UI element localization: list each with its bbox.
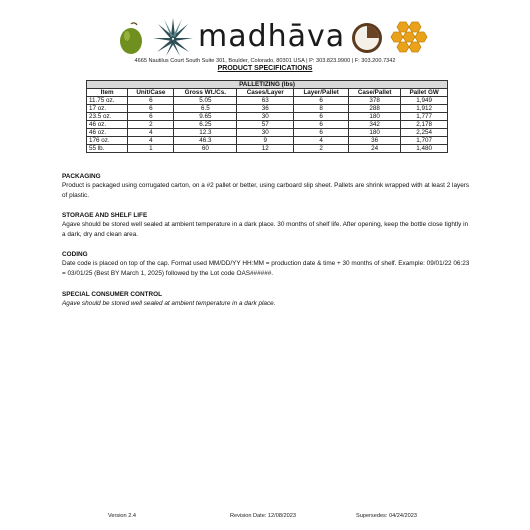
- column-header: Layer/Pallet: [294, 89, 349, 97]
- table-row: [87, 129, 448, 137]
- section-body: Product is packaged using corrugated carton, on a #2 pallet or better, using carboard slip sheet. Pallets are shrink wrapped with at least 2 layers of plastic.: [62, 182, 470, 199]
- special-control-section: [62, 290, 472, 309]
- table-cell: 9.65: [174, 113, 237, 121]
- agave-icon: [152, 16, 194, 58]
- table-cell: 30: [237, 129, 294, 137]
- column-header: Cases/Layer: [237, 89, 294, 97]
- coding-section: [62, 250, 472, 278]
- table-cell: 2,254: [401, 129, 448, 137]
- table-cell: 6: [128, 105, 174, 113]
- table-cell: 1,707: [401, 137, 448, 145]
- table-cell: 288: [349, 105, 401, 113]
- table-row: [87, 145, 448, 153]
- table-cell: 5.05: [174, 97, 237, 105]
- table-cell: 24: [349, 145, 401, 153]
- honeycomb-icon: [390, 18, 428, 54]
- table-cell: 46.3: [174, 137, 237, 145]
- table-cell: 8: [294, 105, 349, 113]
- table-cell: 30: [237, 113, 294, 121]
- table-cell: 2: [294, 145, 349, 153]
- footer-revision-date: Revision Date: 12/08/2023: [230, 513, 296, 519]
- table-row: [87, 105, 448, 113]
- table-header-row: [87, 89, 448, 97]
- section-body: Agave should be stored well sealed at ambient temperature in a dark place.: [62, 300, 276, 308]
- table-cell: 6: [294, 113, 349, 121]
- company-address: 4665 Nautilus Court South Suite 301, Boulder, Colorado, 80301 USA | P: 303.823.9900 | F: 303.200.7342: [134, 58, 396, 64]
- table-band-title: PALLETIZING (lbs): [87, 81, 448, 89]
- table-cell: 342: [349, 121, 401, 129]
- table-cell: 23.5 oz.: [87, 113, 128, 121]
- table-cell: 60: [174, 145, 237, 153]
- table-cell: 1,949: [401, 97, 448, 105]
- brand-logo: madhāva: [198, 19, 346, 54]
- table-cell: 180: [349, 113, 401, 121]
- table-cell: 55 lb.: [87, 145, 128, 153]
- table-row: [87, 97, 448, 105]
- table-cell: 1,912: [401, 105, 448, 113]
- olive-icon: [118, 22, 144, 56]
- section-body: Agave should be stored well sealed at ambient temperature in a dark place. 30 months of shelf life. After opening, keep the bottle close tightly in a dark, dry and clean area.: [62, 221, 469, 238]
- column-header: Pallet GW: [401, 89, 448, 97]
- table-cell: 17 oz.: [87, 105, 128, 113]
- table-cell: 1,480: [401, 145, 448, 153]
- table-cell: 9: [237, 137, 294, 145]
- packaging-section: [62, 172, 472, 200]
- section-heading: PACKAGING: [62, 173, 101, 180]
- table-cell: 63: [237, 97, 294, 105]
- table-row: [87, 121, 448, 129]
- column-header: Gross Wt./Cs.: [174, 89, 237, 97]
- column-header: Unit/Case: [128, 89, 174, 97]
- table-cell: 6: [294, 121, 349, 129]
- section-body: Date code is placed on top of the cap. Format used MM/DD/YY HH:MM = production date & time + 30 months of shelf. Example: 09/01/22 06:23 = 03/01/25 (Best BY March 1, 2025) followed by the Lot code OAS######.: [62, 260, 470, 277]
- table-cell: 6.5: [174, 105, 237, 113]
- palletizing-table: [86, 80, 448, 153]
- storage-section: [62, 211, 472, 239]
- page-title: PRODUCT SPECIFICATIONS: [217, 65, 313, 72]
- table-cell: 11.75 oz.: [87, 97, 128, 105]
- column-header: Item: [87, 89, 128, 97]
- table-cell: 6.25: [174, 121, 237, 129]
- footer-version: Version 2.4: [108, 513, 136, 519]
- table-cell: 2,178: [401, 121, 448, 129]
- table-cell: 46 oz.: [87, 129, 128, 137]
- table-cell: 36: [349, 137, 401, 145]
- logo-header: [0, 8, 530, 58]
- table-row: [87, 113, 448, 121]
- table-cell: 378: [349, 97, 401, 105]
- table-cell: 6: [128, 97, 174, 105]
- table-cell: 4: [128, 137, 174, 145]
- table-cell: 6: [294, 129, 349, 137]
- column-header: Case/Pallet: [349, 89, 401, 97]
- table-cell: 4: [128, 129, 174, 137]
- section-heading: SPECIAL CONSUMER CONTROL: [62, 291, 163, 298]
- table-cell: 6: [128, 113, 174, 121]
- table-cell: 180: [349, 129, 401, 137]
- table-cell: 6: [294, 97, 349, 105]
- table-cell: 36: [237, 105, 294, 113]
- section-heading: CODING: [62, 251, 88, 258]
- section-heading: STORAGE AND SHELF LIFE: [62, 212, 148, 219]
- table-cell: 12: [237, 145, 294, 153]
- table-cell: 12.3: [174, 129, 237, 137]
- table-cell: 46 oz.: [87, 121, 128, 129]
- coconut-icon: [350, 20, 384, 54]
- table-cell: 1,777: [401, 113, 448, 121]
- table-cell: 2: [128, 121, 174, 129]
- table-cell: 4: [294, 137, 349, 145]
- table-row: [87, 137, 448, 145]
- table-cell: 1: [128, 145, 174, 153]
- footer-supersedes: Supersedes: 04/24/2023: [356, 513, 417, 519]
- table-cell: 176 oz.: [87, 137, 128, 145]
- table-cell: 57: [237, 121, 294, 129]
